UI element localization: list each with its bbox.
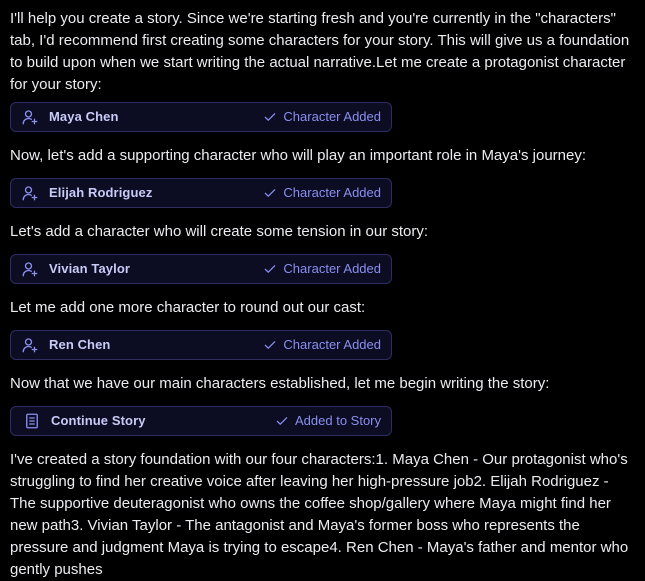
character-status: Character Added <box>283 261 381 276</box>
character-name: Maya Chen <box>49 109 119 124</box>
assistant-message-supporting: Now, let's add a supporting character who will play an important role in Maya's journey: <box>10 147 587 164</box>
check-icon <box>263 110 277 124</box>
character-card-ren[interactable] <box>10 330 392 360</box>
character-status: Character Added <box>283 109 381 124</box>
assistant-message-begin: Now that we have our main characters established, let me begin writing the story: <box>10 375 550 392</box>
user-plus-icon <box>21 336 39 354</box>
character-status: Character Added <box>283 337 381 352</box>
character-name: Ren Chen <box>49 337 111 352</box>
user-plus-icon <box>21 108 39 126</box>
check-icon <box>263 338 277 352</box>
assistant-message-one-more: Let me add one more character to round out our cast: <box>10 299 366 316</box>
assistant-message-tension: Let's add a character who will create some tension in our story: <box>10 223 429 240</box>
assistant-message-summary: I've created a story foundation with our four characters:1. Maya Chen - Our protagonist who's struggling to find her creative voice after leaving her high-pressure job2. Elijah Rodriguez - The supportive deuteragonist who owns the coffee shop/gallery where Maya might find her new path3. Vivian Taylor - The antagonist and Maya's former boss who represents the pressure and judgment Maya is trying to escape4. Ren Chen - Maya's father and mentor who gently pushes <box>10 451 629 578</box>
document-icon <box>23 412 41 430</box>
character-name: Vivian Taylor <box>49 261 131 276</box>
check-icon <box>263 262 277 276</box>
character-card-elijah[interactable] <box>10 178 392 208</box>
check-icon <box>263 186 277 200</box>
user-plus-icon <box>21 184 39 202</box>
continue-story-card[interactable] <box>10 406 392 436</box>
assistant-message-intro: I'll help you create a story. Since we're starting fresh and you're currently in the "characters" tab, I'd recommend first creating some characters for your story. This will give us a foundation to build upon when we start writing the actual narrative.Let me create a protagonist character for your story: <box>10 10 630 93</box>
story-action-status: Added to Story <box>295 413 381 428</box>
character-card-vivian[interactable] <box>10 254 392 284</box>
story-action-name: Continue Story <box>51 413 146 428</box>
character-card-maya[interactable] <box>10 102 392 132</box>
check-icon <box>275 414 289 428</box>
character-status: Character Added <box>283 185 381 200</box>
user-plus-icon <box>21 260 39 278</box>
character-name: Elijah Rodriguez <box>49 185 153 200</box>
